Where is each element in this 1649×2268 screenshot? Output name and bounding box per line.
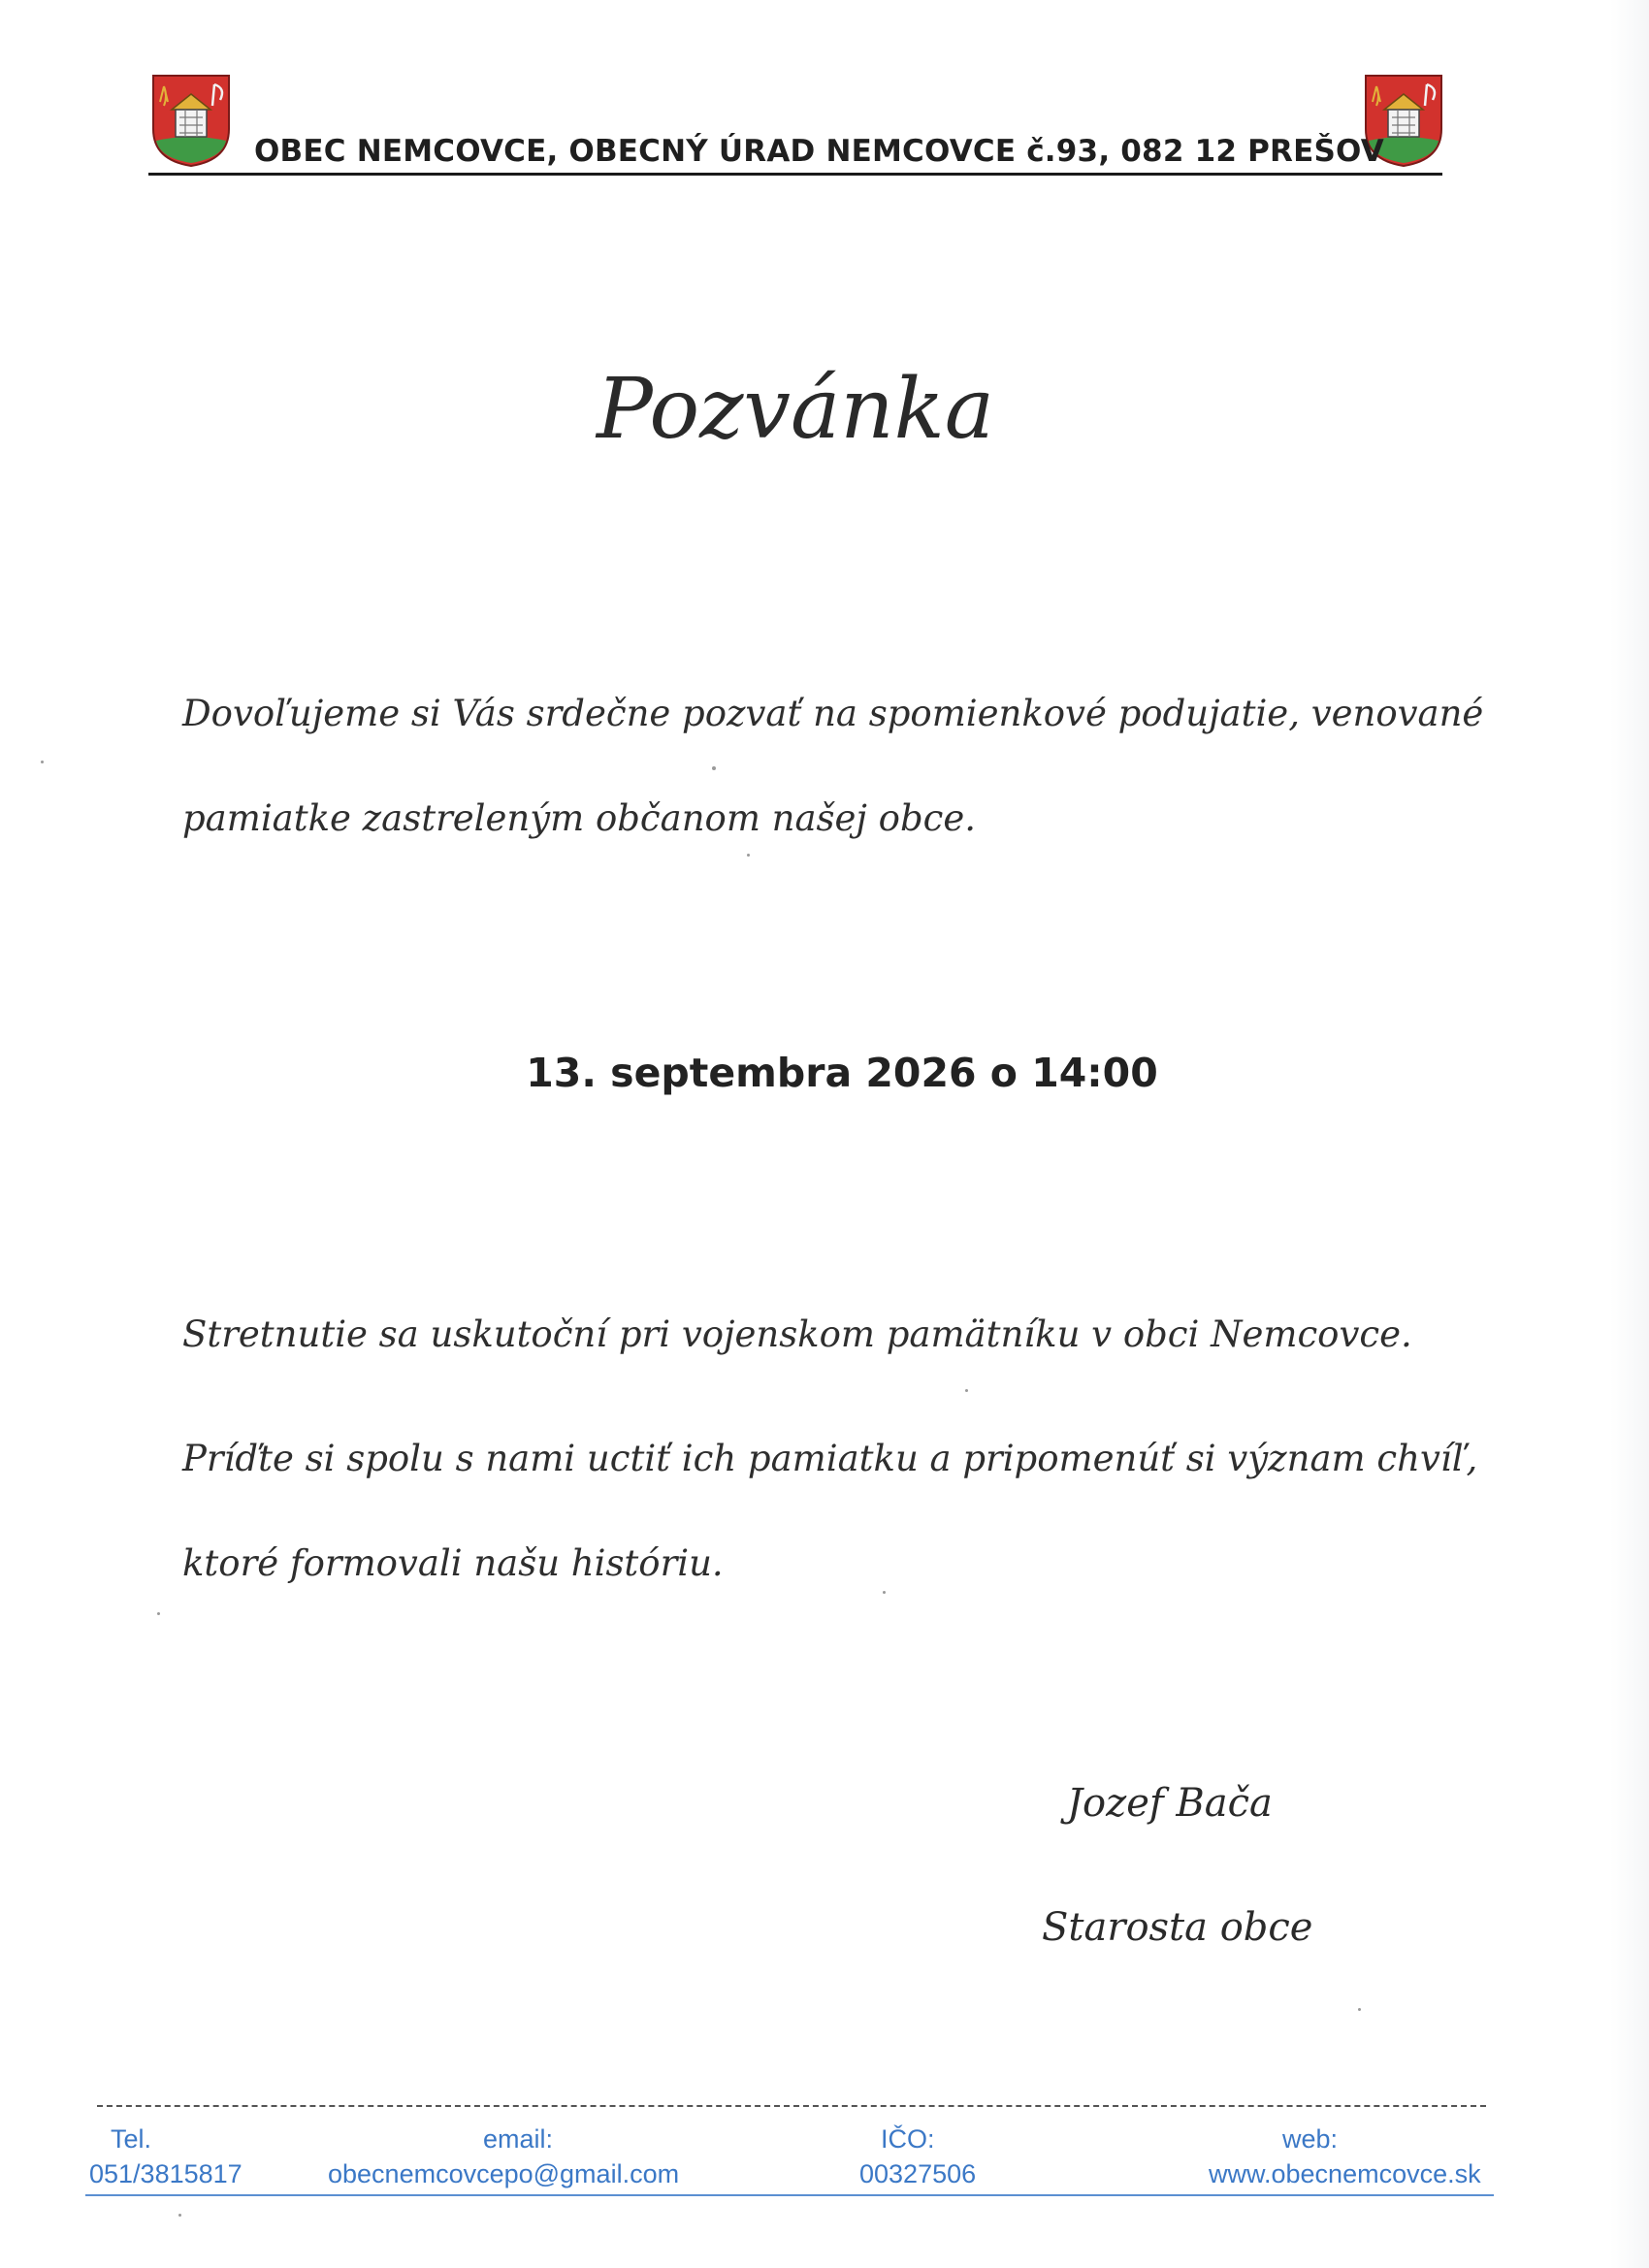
scan-edge-shade: [1610, 0, 1649, 2268]
footer-tel-value: 051/3815817: [89, 2159, 242, 2188]
footer-web-label: web:: [1282, 2124, 1339, 2154]
event-datetime: 13. septembra 2026 o 14:00: [526, 1050, 1158, 1096]
scan-speck: [1358, 2008, 1361, 2011]
footer-email-label: email:: [483, 2124, 554, 2154]
footer-ico-label: IČO:: [881, 2124, 935, 2154]
footer-email-link[interactable]: obecnemcovcepo@gmail.com: [328, 2159, 680, 2188]
closing-line-2: ktoré formovali našu históriu.: [182, 1542, 724, 1584]
scan-speck: [747, 854, 750, 857]
closing-line-1: Príďte si spolu s nami uctiť ich pamiatku a pripomenúť si význam chvíľ,: [182, 1438, 1478, 1479]
municipal-office-header: OBEC NEMCOVCE, OBECNÝ ÚRAD NEMCOVCE č.93, 082 12 PREŠOV: [254, 134, 1384, 169]
signatory-role: Starosta obce: [1042, 1905, 1313, 1950]
footer-underline: [85, 2194, 1494, 2196]
invitation-title: Pozvánka: [596, 361, 995, 458]
scan-speck: [883, 1591, 886, 1594]
scan-speck: [965, 1389, 968, 1392]
scan-speck: [712, 766, 716, 770]
signatory-name: Jozef Bača: [1067, 1781, 1273, 1826]
scan-speck: [41, 761, 44, 763]
scan-speck: [178, 2214, 181, 2217]
footer-web-link[interactable]: www.obecnemcovce.sk: [1209, 2159, 1481, 2188]
intro-line-1: Dovoľujeme si Vás srdečne pozvať na spomienkové podujatie, venované: [182, 693, 1484, 734]
venue-line: Stretnutie sa uskutoční pri vojenskom pamätníku v obci Nemcovce.: [182, 1313, 1412, 1355]
footer-tel-label: Tel.: [111, 2124, 152, 2154]
footer-divider: [97, 2105, 1486, 2107]
intro-line-2: pamiatke zastreleným občanom našej obce.: [182, 797, 977, 839]
footer-ico-value: 00327506: [859, 2159, 977, 2188]
header-divider: [148, 173, 1442, 176]
scan-speck: [157, 1612, 160, 1615]
coat-of-arms-icon: [150, 73, 232, 168]
